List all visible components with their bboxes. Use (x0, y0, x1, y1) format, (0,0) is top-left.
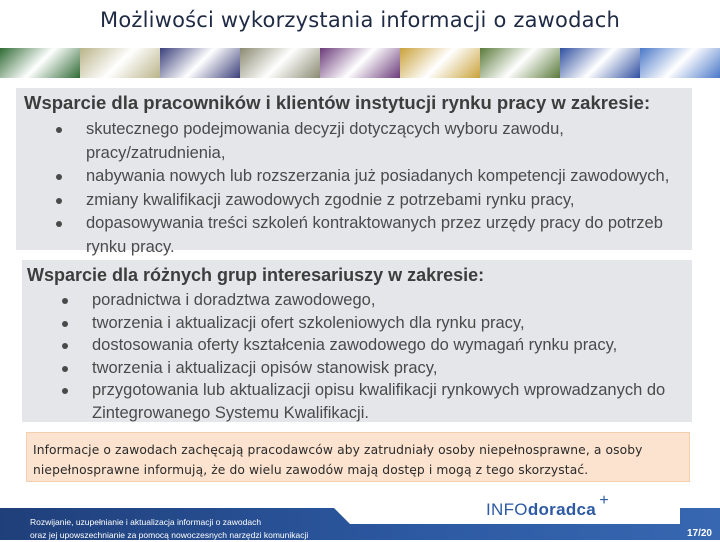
footer-line-2: oraz jej upowszechnianie za pomocą nowoczesnych narzędzi komunikacji (30, 530, 309, 540)
page-number: 17/20 (686, 528, 712, 539)
panel-workers-clients (16, 88, 692, 256)
list-item: dopasowywania treści szkoleń kontraktowanych przez urzędy pracy do potrzeb rynku pracy. (56, 212, 696, 259)
bullet-icon (56, 174, 62, 180)
list-item: zmiany kwalifikacji zawodowych zgodnie z potrzebami rynku pracy, (56, 189, 696, 213)
list-item: nabywania nowych lub rozszerzania już posiadanych kompetencji zawodowych, (56, 165, 696, 189)
bullet-icon (56, 198, 62, 204)
bullet-icon (62, 388, 68, 394)
gold-object-image (400, 48, 480, 78)
bullet-icon (56, 221, 62, 227)
list-item: skutecznego podejmowania decyzji dotyczących wyboru zawodu, pracy/zatrudnienia, (56, 118, 696, 165)
accessibility-note: Informacje o zawodach zachęcają pracodawców aby zatrudniały osoby niepełnosprawne, a osoby niepełnosprawne informują, że do wielu zawodów mają dostęp i mogą z tego skorzystać. (26, 432, 690, 482)
panel-stakeholders (22, 260, 692, 422)
bottle-image (320, 48, 400, 78)
list-item: tworzenia i aktualizacji opisów stanowisk pracy, (62, 357, 687, 380)
slide-footer (0, 494, 720, 540)
keyboard-image (640, 48, 720, 78)
books-image (160, 48, 240, 78)
footer-caption (30, 516, 308, 542)
slide-title: Możliwości wykorzystania informacji o zawodach (100, 8, 620, 32)
footer-line-1: Rozwijanie, uzupełnianie i aktualizacja informacji o zawodach (30, 517, 262, 527)
green-plant-image (0, 48, 80, 78)
logo-bold-text: doradca (527, 500, 597, 519)
bullet-icon (62, 298, 68, 304)
panel2-list (62, 289, 687, 424)
list-item: przygotowania lub aktualizacji opisu kwalifikacji rynkowych wprowadzanych do Zintegrowanego Systemu Kwalifikacji. (62, 379, 687, 424)
plus-icon: + (599, 492, 610, 509)
gears-image (240, 48, 320, 78)
bullet-icon (62, 366, 68, 372)
bullet-icon (62, 321, 68, 327)
bullet-icon (62, 343, 68, 349)
list-item: tworzenia i aktualizacji ofert szkoleniowych dla rynku pracy, (62, 312, 687, 335)
blue-objects-image (560, 48, 640, 78)
bullet-icon (56, 127, 62, 133)
plant-image (480, 48, 560, 78)
list-item: poradnictwa i doradztwa zawodowego, (62, 289, 687, 312)
pens-image (80, 48, 160, 78)
panel1-heading: Wsparcie dla pracowników i klientów instytucji rynku pracy w zakresie: (24, 92, 651, 113)
list-item: dostosowania oferty kształcenia zawodowego do wymagań rynku pracy, (62, 334, 687, 357)
infodoradca-logo (486, 492, 610, 520)
panel1-list (56, 118, 696, 259)
logo-light-text: INFO (486, 500, 528, 519)
header-image-banner (0, 48, 720, 78)
panel2-heading: Wsparcie dla różnych grup interesariuszy w zakresie: (27, 265, 485, 285)
